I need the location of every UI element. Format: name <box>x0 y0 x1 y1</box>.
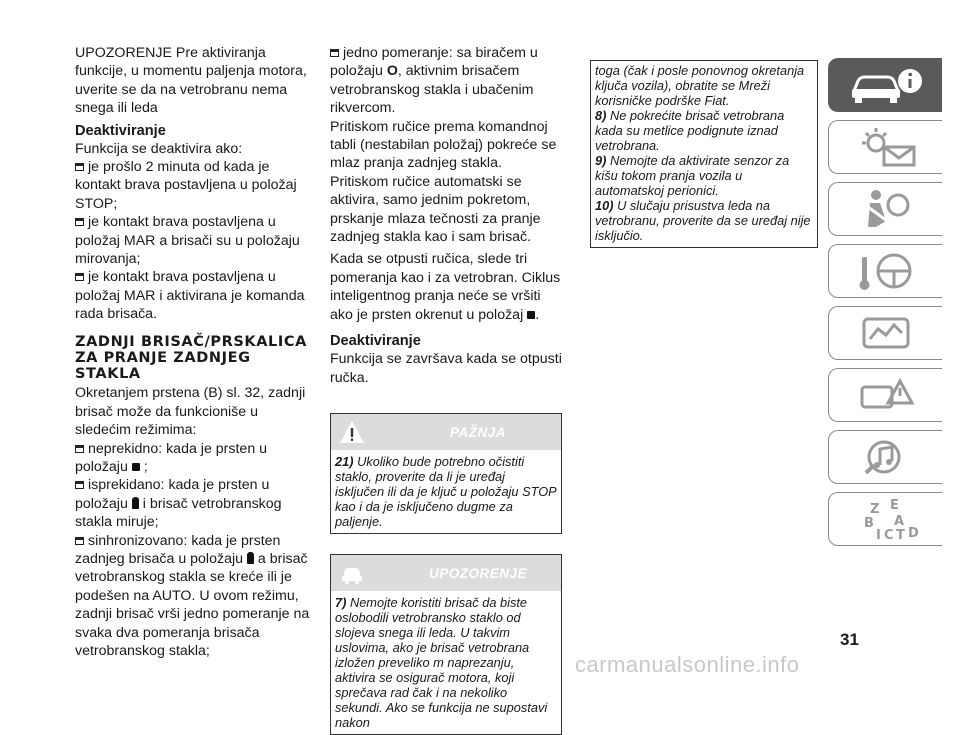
page-number: 31 <box>840 630 859 649</box>
wiper-icon <box>247 552 254 564</box>
continuous-wipe-icon <box>132 463 140 471</box>
bullet-icon <box>330 49 339 57</box>
tab-technical-data[interactable] <box>828 430 942 484</box>
caution-box <box>330 413 562 534</box>
deactivation-text: Funkcija se završava kada se otpusti ručka. <box>330 351 562 386</box>
caution-text: 21) Ukoliko bude potrebno očistiti staklo, proverite da li je uređaj isključen ili da je ključ u položaju STOP kao i da je isključeno dugme za paljenje. <box>335 453 557 529</box>
svg-text:T: T <box>895 528 905 541</box>
warning-title: UPOZORENJE <box>428 565 528 581</box>
bullet-icon <box>75 163 84 171</box>
tab-index[interactable] <box>828 492 942 546</box>
svg-text:D: D <box>907 526 919 541</box>
list-item: je kontakt brava postavljena u položaj MAR i aktivirana je komanda rada brisača. <box>75 269 305 323</box>
list-item: neprekidno: kada je prsten u položaju ; <box>75 440 268 475</box>
car-info-icon <box>846 65 926 105</box>
list-item: sinhronizovano: kada je prsten zadnjeg brisača u položaju a brisač vetrobranskog stakla se kreće ili je podešen na AUTO. U ovom režimu, zadnji brisač vrši jedno pomeranje na svaka dva pomeranja brisača vetrobranskog stakla; <box>75 532 310 659</box>
paragraph: Pritiskom ručice prema komandnoj tabli (nestabilan položaj) pokreće se mlaz pranja zadnjeg stakla. Pritiskom ručice automatski se aktivira, samo jednim pokretom, prskanje mlaza tečnosti za pranje zadnjeg stakla kao i sam brisač. <box>330 118 557 246</box>
column-3 <box>590 60 818 248</box>
bullet-icon <box>75 481 84 489</box>
note-item: 8) Ne pokrećite brisač vetrobrana kada su metlice podignute iznad vetrobrana. <box>595 108 785 153</box>
bullet-icon <box>75 273 84 281</box>
bullet-icon <box>75 537 84 545</box>
engine-bay-icon <box>846 311 926 355</box>
svg-text:A: A <box>893 514 904 529</box>
list-item: je kontakt brava postavljena u položaj MAR a brisači su u položaju mirovanja; <box>75 214 300 268</box>
caution-title: PAŽNJA <box>449 424 506 440</box>
selector-position-symbol: O <box>386 63 398 80</box>
chapter-tabs <box>828 58 942 554</box>
note-item: 10) U slučaju prisustva leda na vetrobranu, proverite da se uređaj nije isključio. <box>595 198 811 243</box>
column-2 <box>330 44 562 735</box>
svg-text:Z: Z <box>869 502 879 517</box>
airbag-safety-icon <box>846 187 926 231</box>
intro-text: UPOZORENJE Pre aktiviranja funkcije, u momentu paljenja motora, uverite se da na vetrobranu nema snega ili leda <box>75 45 307 117</box>
section-intro: Okretanjem prstena (B) sl. 32, zadnji brisač može da funkcioniše u sledećim režimima: <box>75 385 306 439</box>
tab-warning-lights[interactable] <box>828 120 942 174</box>
tab-maintenance[interactable] <box>828 368 942 422</box>
warning-box <box>330 554 562 735</box>
svg-text:E: E <box>889 498 899 513</box>
deactivation-intro: Funkcija se deaktivira ako: <box>75 140 243 157</box>
svg-text:B: B <box>863 516 874 531</box>
bullet-icon <box>75 445 84 453</box>
svg-text:I: I <box>875 528 881 541</box>
notes-box <box>590 60 818 248</box>
tab-starting-driving[interactable] <box>828 244 942 298</box>
music-navigation-icon <box>846 435 926 479</box>
watermark: carmanualsonline.info <box>575 652 800 677</box>
tab-emergency[interactable] <box>828 306 942 360</box>
svg-text:C: C <box>883 528 894 541</box>
tab-car-info[interactable] <box>828 58 942 112</box>
warning-lights-icon <box>846 125 926 169</box>
warning-text: 7) Nemojte koristiti brisač da biste oslobodili vetrobransko staklo od slojeva snega ili leda. U takvim uslovima, ako je brisač vetrobrana izložen preveliko m naprezanju, aktivira se osigurač motora, koji sprečava rad čak i na nekoliko sekundi. Ako se funkcija ne supostavi nakon <box>335 594 548 730</box>
list-item: isprekidano: kada je prsten u položaju i brisač vetrobranskog stakla miruje; <box>75 477 282 531</box>
steering-key-icon <box>846 249 926 293</box>
section-title: ZADNJI BRISAČ/PRSKALICA ZA PRANJE ZADNJEG STAKLA <box>75 333 307 383</box>
caution-box-header <box>331 414 561 450</box>
deactivation-heading: Deaktiviranje <box>330 333 421 350</box>
continuous-wipe-icon <box>527 311 535 319</box>
bullet-icon <box>75 218 84 226</box>
warning-triangle-icon <box>339 419 365 445</box>
warning-box-header <box>331 555 561 591</box>
note-item: 9) Nemojte da aktivirate senzor za kišu tokom pranja vozila u automatskoj perionici. <box>595 153 790 198</box>
alphabetical-index-icon <box>846 497 926 541</box>
note-continuation: toga (čak i posle ponovnog okretanja ključa vozila), obratite se Mreži korisničke podrške Fiat. <box>595 63 805 108</box>
paragraph: Kada se otpusti ručica, slede tri pomeranja kao i za vetrobran. Ciklus inteligentnog pranja neće se vršiti ako je prsten okrenut u položaj . <box>330 251 561 323</box>
emergency-triangle-icon <box>846 373 926 417</box>
tab-safety[interactable] <box>828 182 942 236</box>
wiper-icon <box>132 497 139 509</box>
list-item: jedno pomeranje: sa biračem u položaju O, aktivnim brisačem vetrobranskog stakla i ubačenim rikvercom. <box>330 45 538 117</box>
deactivation-heading: Deaktiviranje <box>75 122 166 139</box>
list-item: je prošlo 2 minuta od kada je kontakt brava postavljena u položaj STOP; <box>75 159 297 212</box>
car-warning-icon <box>339 560 365 586</box>
column-1 <box>75 44 313 660</box>
